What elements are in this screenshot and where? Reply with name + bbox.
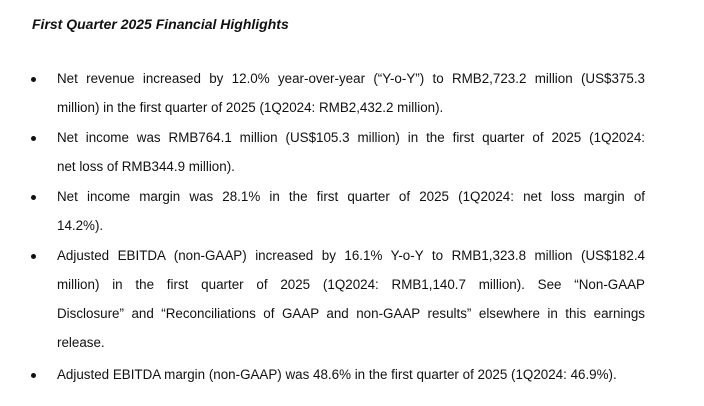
list-item-line: Adjusted EBITDA margin (non-GAAP) was 48.6% in the first quarter of 2025 (1Q2024: 46.9%). — [57, 367, 617, 382]
bullet-icon — [31, 254, 36, 259]
list-item-line: release. — [57, 335, 105, 350]
list-item-line: million) in the first quarter of 2025 (1Q2024: RMB1,140.7 million). See “Non-GAAP — [57, 277, 645, 292]
bullet-icon — [31, 77, 36, 82]
list-item-line: Net revenue increased by 12.0% year-over-year (“Y-o-Y”) to RMB2,723.2 million (US$375.3 — [57, 71, 645, 86]
bullet-icon — [31, 373, 36, 378]
section-heading: First Quarter 2025 Financial Highlights — [32, 16, 289, 32]
list-item-line: net loss of RMB344.9 million). — [57, 159, 235, 174]
list-item-line: Adjusted EBITDA (non-GAAP) increased by 16.1% Y-o-Y to RMB1,323.8 million (US$182.4 — [57, 248, 645, 263]
list-item-line: Disclosure” and “Reconciliations of GAAP and non-GAAP results” elsewhere in this earnings — [57, 306, 645, 321]
list-item-line: Net income was RMB764.1 million (US$105.3 million) in the first quarter of 2025 (1Q2024: — [57, 130, 645, 145]
list-item-line: Net income margin was 28.1% in the first quarter of 2025 (1Q2024: net loss margin of — [57, 189, 645, 204]
bullet-icon — [31, 136, 36, 141]
list-item-line: 14.2%). — [57, 218, 104, 233]
bullet-icon — [31, 195, 36, 200]
list-item-line: million) in the first quarter of 2025 (1Q2024: RMB2,432.2 million). — [57, 100, 444, 115]
